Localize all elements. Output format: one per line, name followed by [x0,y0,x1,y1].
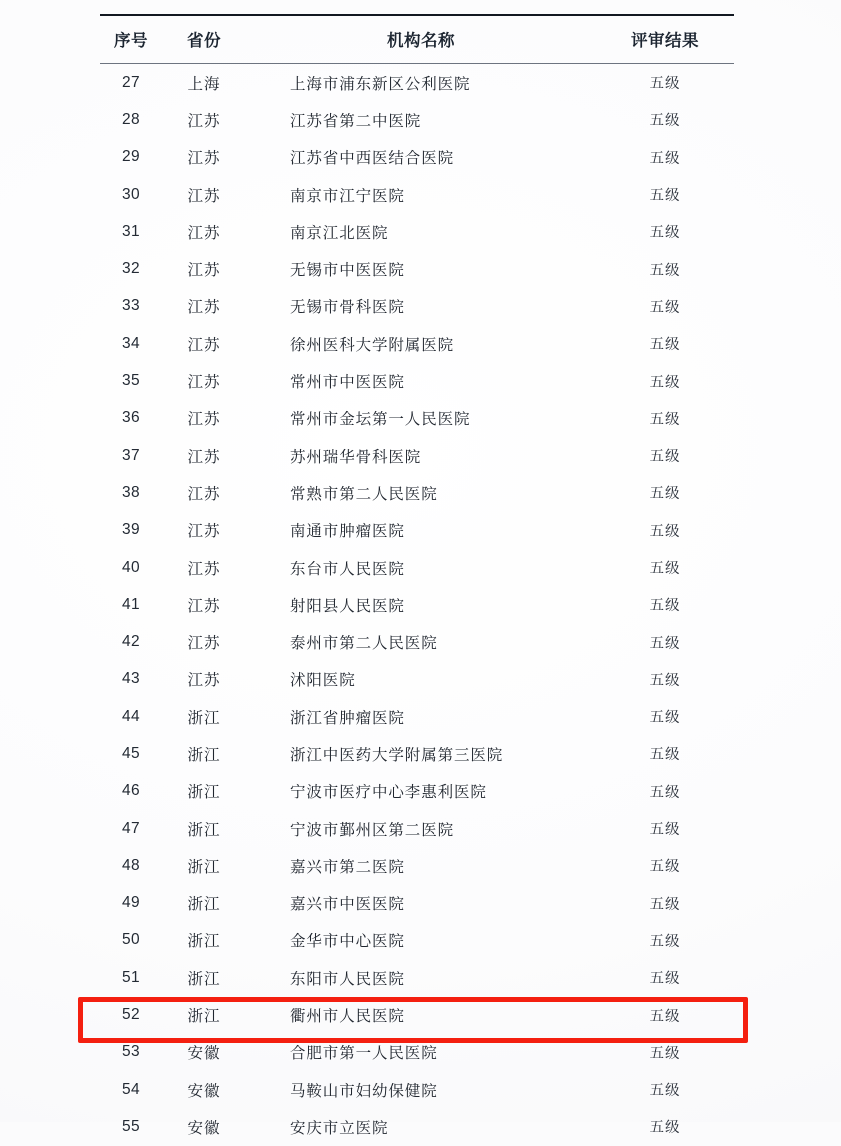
cell-institution: 宁波市鄞州区第二医院 [290,821,455,839]
cell-institution: 常州市中医医院 [290,374,405,392]
cell-review-result: 五级 [649,150,681,167]
table-row [100,437,734,474]
cell-province: 浙江 [187,1008,221,1026]
cell-review-result: 五级 [649,635,681,652]
cell-institution: 东阳市人民医院 [290,970,405,988]
cell-province: 江苏 [187,523,221,541]
cell-institution: 无锡市中医医院 [290,262,405,280]
cell-institution: 金华市中心医院 [290,933,405,951]
cell-review-result: 五级 [649,859,681,876]
cell-seq: 29 [121,148,141,166]
cell-institution: 沭阳医院 [290,672,356,690]
cell-seq: 28 [121,110,141,128]
cell-seq: 52 [121,1006,141,1024]
cell-review-result: 五级 [649,598,681,615]
cell-seq: 42 [121,633,141,651]
table-row [100,773,734,810]
cell-seq: 54 [121,1080,141,1098]
cell-seq: 37 [121,446,141,464]
cell-seq: 33 [121,297,141,315]
table-row [100,512,734,549]
cell-seq: 48 [121,856,141,874]
cell-province: 江苏 [187,299,221,317]
cell-province: 江苏 [187,336,221,354]
cell-institution: 宁波市医疗中心李惠利医院 [290,784,487,802]
cell-seq: 45 [121,744,141,762]
cell-province: 江苏 [187,374,221,392]
cell-province: 上海 [187,75,221,93]
cell-institution: 浙江省肿瘤医院 [290,709,405,727]
cell-seq: 49 [121,894,141,912]
table-row [100,549,734,586]
cell-province: 江苏 [187,411,221,429]
cell-province: 江苏 [187,560,221,578]
cell-seq: 27 [121,73,141,91]
cell-province: 浙江 [187,970,221,988]
cell-province: 江苏 [187,262,221,280]
table-row [100,1071,734,1108]
cell-province: 浙江 [187,709,221,727]
cell-seq: 39 [121,521,141,539]
cell-institution: 泰州市第二人民医院 [290,635,438,653]
cell-review-result: 五级 [649,1120,681,1137]
cell-review-result: 五级 [649,523,681,540]
table-row [100,474,734,511]
column-header-institution-name: 机构名称 [387,31,455,50]
table-row [100,661,734,698]
cell-province: 浙江 [187,821,221,839]
cell-institution: 马鞍山市妇幼保健院 [290,1082,438,1100]
cell-review-result: 五级 [649,337,681,354]
cell-institution: 东台市人民医院 [290,560,405,578]
cell-review-result: 五级 [649,747,681,764]
cell-institution: 合肥市第一人民医院 [290,1045,438,1063]
cell-institution: 嘉兴市中医医院 [290,896,405,914]
table-row [100,288,734,325]
cell-institution: 南通市肿瘤医院 [290,523,405,541]
cell-province: 江苏 [187,112,221,130]
cell-review-result: 五级 [649,1008,681,1025]
cell-review-result: 五级 [649,299,681,316]
cell-province: 浙江 [187,896,221,914]
cell-review-result: 五级 [649,225,681,242]
cell-seq: 55 [121,1117,141,1135]
column-header-review-result: 评审结果 [631,31,699,50]
table-row [100,959,734,996]
cell-review-result: 五级 [649,411,681,428]
table-row [100,1034,734,1071]
cell-institution: 常州市金坛第一人民医院 [290,411,471,429]
table-row [100,176,734,213]
table-row [100,698,734,735]
cell-seq: 50 [121,931,141,949]
table-row [100,996,734,1033]
table-row [100,325,734,362]
cell-institution: 常熟市第二人民医院 [290,485,438,503]
cell-province: 安徽 [187,1082,221,1100]
cell-review-result: 五级 [649,262,681,279]
cell-institution: 南京市江宁医院 [290,187,405,205]
cell-seq: 38 [121,483,141,501]
column-header-province: 省份 [187,31,221,50]
cell-institution: 南京江北医院 [290,224,389,242]
table-row [100,362,734,399]
cell-province: 浙江 [187,858,221,876]
cell-province: 江苏 [187,597,221,615]
cell-province: 浙江 [187,933,221,951]
cell-institution: 苏州瑞华骨科医院 [290,448,422,466]
cell-review-result: 五级 [649,1045,681,1062]
cell-review-result: 五级 [649,896,681,913]
cell-seq: 53 [121,1043,141,1061]
table-row [100,922,734,959]
cell-seq: 30 [121,185,141,203]
cell-seq: 32 [121,260,141,278]
table-header-row [100,16,734,63]
table-row [100,213,734,250]
cell-province: 江苏 [187,635,221,653]
table-row [100,810,734,847]
cell-seq: 43 [121,670,141,688]
cell-review-result: 五级 [649,561,681,577]
cell-institution: 上海市浦东新区公利医院 [290,75,471,93]
table-row [100,735,734,772]
evaluation-results-table [100,14,734,1146]
cell-review-result: 五级 [649,784,681,801]
cell-seq: 40 [121,558,141,576]
cell-review-result: 五级 [649,710,681,727]
cell-province: 江苏 [187,187,221,205]
cell-seq: 34 [121,334,141,352]
cell-seq: 51 [121,968,141,986]
cell-review-result: 五级 [649,971,681,988]
cell-institution: 安庆市立医院 [290,1119,389,1137]
table-row [100,623,734,660]
cell-province: 安徽 [187,1119,221,1137]
cell-review-result: 五级 [649,113,681,130]
cell-seq: 41 [121,595,141,613]
cell-province: 浙江 [187,746,221,764]
cell-province: 江苏 [187,672,221,690]
cell-province: 江苏 [187,150,221,168]
cell-review-result: 五级 [649,1083,681,1100]
cell-seq: 47 [121,819,141,837]
cell-seq: 31 [121,222,141,240]
table-row [100,1108,734,1145]
cell-province: 浙江 [187,784,221,802]
cell-review-result: 五级 [649,933,681,950]
table-header [100,16,734,63]
table-row [100,400,734,437]
table-row [100,64,734,101]
cell-review-result: 五级 [649,76,681,93]
cell-institution: 浙江中医药大学附属第三医院 [290,746,504,764]
cell-seq: 35 [121,372,141,390]
cell-institution: 江苏省中西医结合医院 [290,150,455,168]
cell-seq: 36 [121,409,141,427]
table-row [100,885,734,922]
cell-review-result: 五级 [649,374,681,391]
table-row [100,101,734,138]
cell-province: 江苏 [187,485,221,503]
table-row [100,586,734,623]
cell-institution: 徐州医科大学附属医院 [290,336,455,354]
table-row [100,250,734,287]
cell-seq: 46 [121,782,141,800]
cell-institution: 嘉兴市第二医院 [290,858,405,876]
cell-institution: 衢州市人民医院 [290,1008,405,1026]
cell-review-result: 五级 [649,486,681,503]
cell-province: 安徽 [187,1045,221,1063]
cell-review-result: 五级 [649,822,681,839]
cell-review-result: 五级 [649,449,681,466]
table-body [100,64,734,1146]
cell-review-result: 五级 [649,672,681,689]
column-header-seq: 序号 [114,31,148,50]
cell-institution: 江苏省第二中医院 [290,112,422,130]
cell-institution: 射阳县人民医院 [290,597,405,615]
table-row [100,139,734,176]
cell-province: 江苏 [187,448,221,466]
cell-province: 江苏 [187,224,221,242]
cell-institution: 无锡市骨科医院 [290,299,405,317]
cell-seq: 44 [121,707,141,725]
cell-review-result: 五级 [649,188,681,205]
table-row [100,847,734,884]
